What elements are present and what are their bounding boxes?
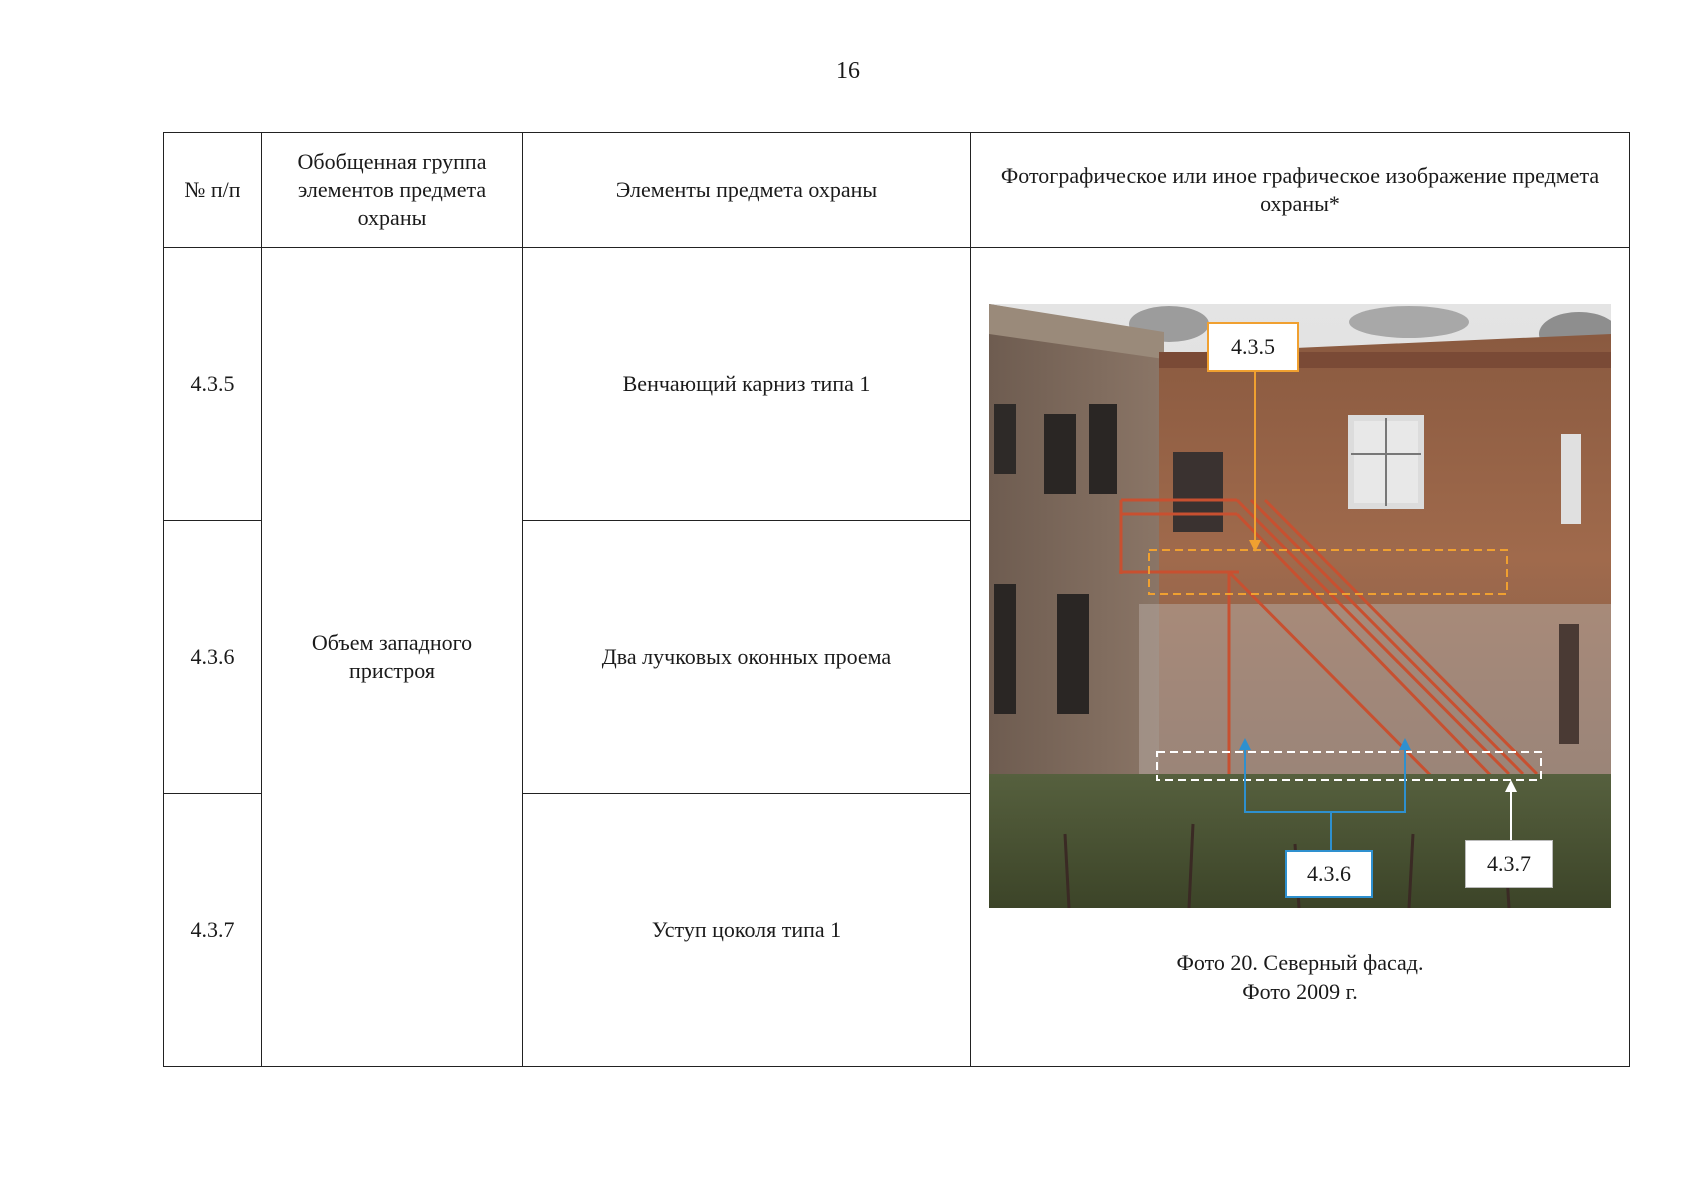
page-number: 16 — [836, 58, 860, 84]
header-elements: Элементы предмета охраны — [523, 133, 971, 248]
photo-caption-line2: Фото 2009 г. — [1242, 979, 1358, 1004]
photo-caption-line1: Фото 20. Северный фасад. — [1176, 950, 1424, 975]
callout-4-3-5: 4.3.5 — [1207, 322, 1299, 372]
header-number: № п/п — [164, 133, 262, 248]
facade-photo-image — [989, 304, 1611, 908]
photo-caption — [971, 948, 1629, 1006]
header-image: Фотографическое или иное графическое изображение предмета охраны* — [971, 133, 1630, 248]
row-number: 4.3.5 — [164, 248, 262, 521]
callout-4-3-7: 4.3.7 — [1465, 840, 1553, 888]
photo-cell — [971, 248, 1630, 1067]
row-element: Уступ цоколя типа 1 — [523, 794, 971, 1067]
table-row — [164, 248, 1630, 521]
table-header-row — [164, 133, 1630, 248]
row-element: Венчающий карниз типа 1 — [523, 248, 971, 521]
callout-4-3-6: 4.3.6 — [1285, 850, 1373, 898]
row-number: 4.3.7 — [164, 794, 262, 1067]
row-element: Два лучковых оконных проема — [523, 521, 971, 794]
group-name — [262, 248, 523, 1067]
row-number: 4.3.6 — [164, 521, 262, 794]
header-group: Обобщенная группа элементов предмета охраны — [262, 133, 523, 248]
facade-photo — [989, 304, 1611, 908]
protection-table — [163, 132, 1630, 1067]
group-name-text: Объем западного пристроя — [311, 630, 473, 683]
